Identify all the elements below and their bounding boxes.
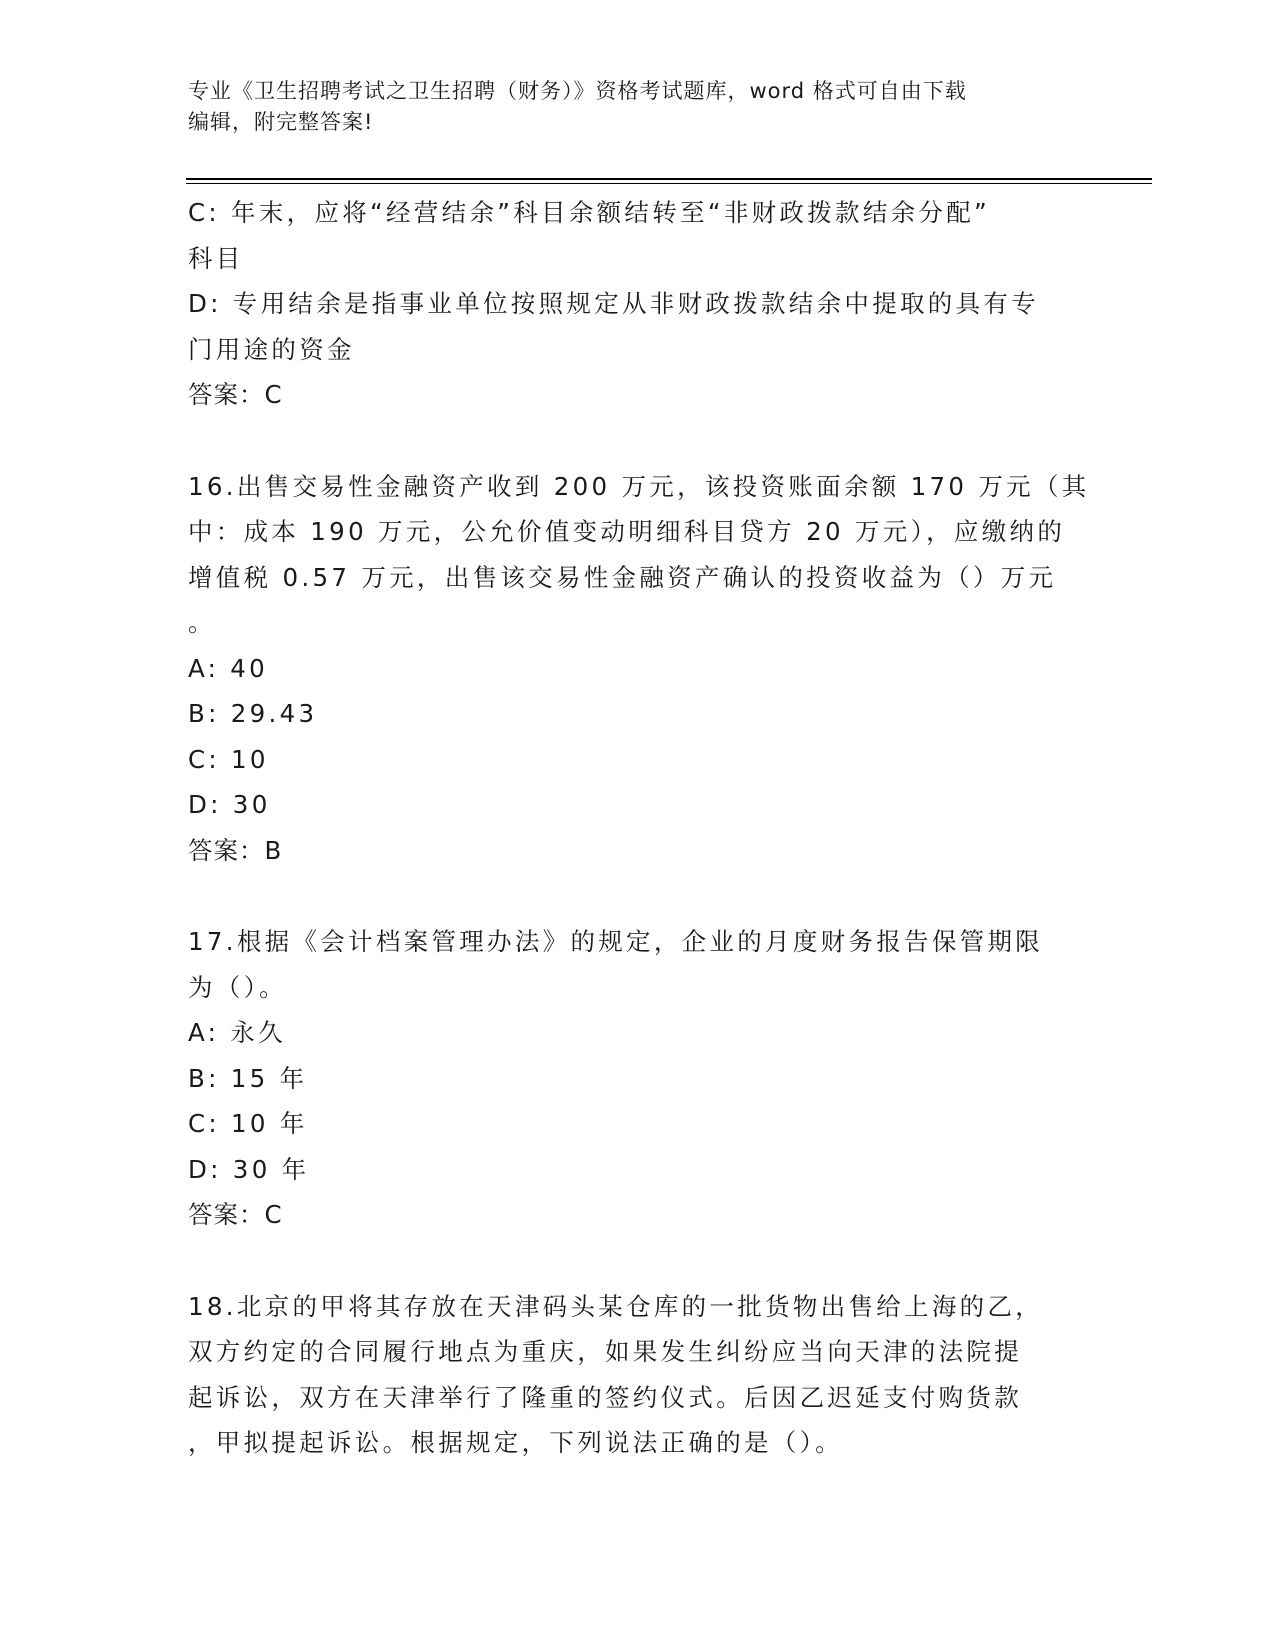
question-content — [188, 190, 1088, 1466]
question-stem-line: 。 — [188, 608, 216, 637]
option-a: A: 永久 — [188, 1018, 286, 1047]
header-line-2: 编辑，附完整答案! — [188, 110, 374, 134]
question-stem-line: 增值税 0.57 万元，出售该交易性金融资产确认的投资收益为（）万元 — [188, 562, 1057, 592]
answer-label: 答案：C — [188, 1200, 283, 1229]
option-a: A: 40 — [188, 653, 269, 683]
option-c: C: 10 — [188, 744, 269, 774]
question-stem-line: 中：成本 190 万元，公允价值变动明细科目贷方 20 万元），应缴纳的 — [188, 517, 1066, 546]
option-c-line-1: C: 年末，应将“经营结余”科目余额结转至“非财政拨款结余分配” — [188, 198, 991, 227]
question-stem-line: 起诉讼，双方在天津举行了隆重的签约仪式。后因乙迟延支付购货款 — [188, 1382, 1022, 1412]
question-16 — [188, 464, 1088, 874]
question-stem-line: 双方约定的合同履行地点为重庆，如果发生纠纷应当向天津的法院提 — [188, 1337, 1022, 1366]
page-header — [188, 76, 1068, 138]
option-c-line-2: 科目 — [188, 243, 244, 273]
question-stem-line: 18.北京的甲将其存放在天津码头某仓库的一批货物出售给上海的乙， — [188, 1291, 1044, 1321]
question-18 — [188, 1284, 1088, 1466]
question-stem-line: 为（）。 — [188, 972, 287, 1002]
answer-label: 答案：C — [188, 380, 283, 409]
question-stem-line: 16.出售交易性金融资产收到 200 万元，该投资账面余额 170 万元（其 — [188, 471, 1090, 501]
question-17 — [188, 919, 1088, 1238]
option-b: B: 15 年 — [188, 1063, 308, 1093]
header-rule-thick — [186, 178, 1152, 180]
header-line-1: 专业《卫生招聘考试之卫生招聘（财务）》资格考试题库，word 格式可自由下载 — [188, 79, 967, 103]
spacer — [188, 873, 1088, 919]
option-d-line-1: D: 专用结余是指事业单位按照规定从非财政拨款结余中提取的具有专 — [188, 289, 1040, 318]
question-stem-line: 17.根据《会计档案管理办法》的规定，企业的月度财务报告保管期限 — [188, 927, 1044, 956]
spacer — [188, 418, 1088, 464]
question-15-tail — [188, 190, 1088, 418]
answer-label: 答案：B — [188, 835, 283, 865]
option-c: C: 10 年 — [188, 1109, 308, 1138]
spacer — [188, 1238, 1088, 1284]
option-b: B: 29.43 — [188, 699, 318, 728]
option-d: D: 30 — [188, 790, 271, 819]
header-rule-thin — [186, 183, 1152, 184]
option-d-line-2: 门用途的资金 — [188, 334, 355, 364]
question-stem-line: ，甲拟提起诉讼。根据规定，下列说法正确的是（）。 — [188, 1428, 843, 1457]
option-d: D: 30 年 — [188, 1154, 310, 1184]
